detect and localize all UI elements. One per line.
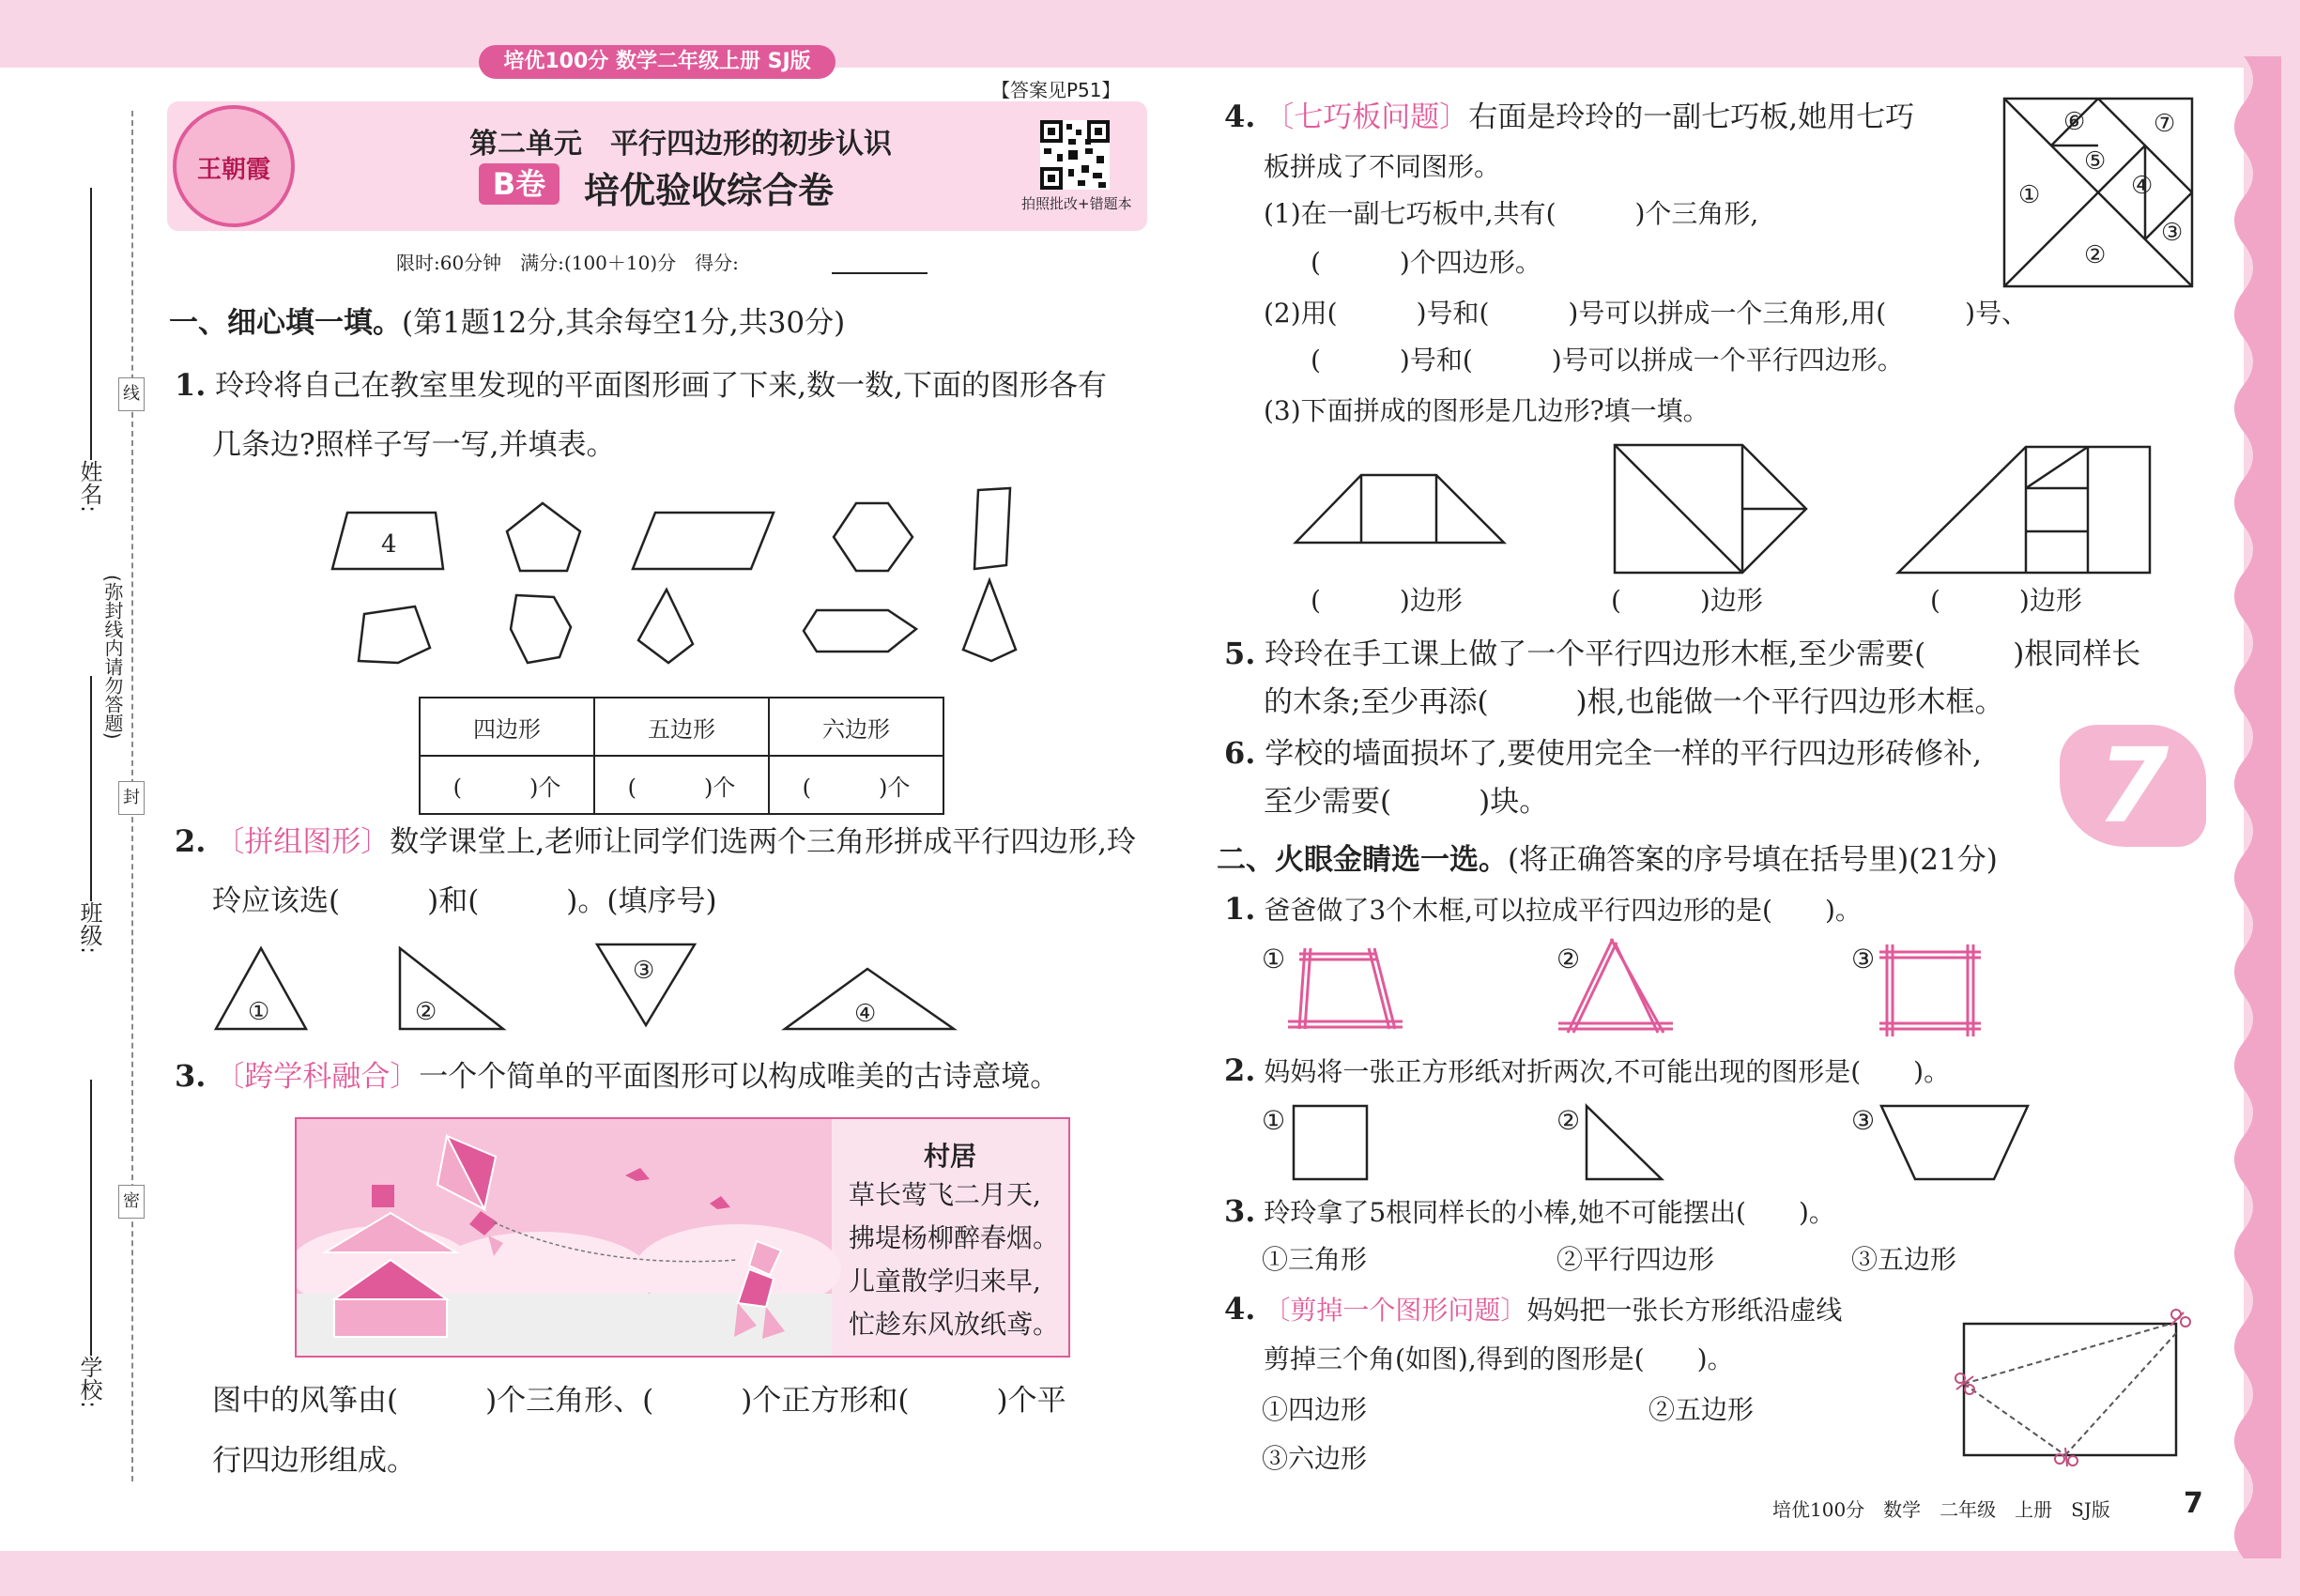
q4-sub1a[interactable]: (1)在一副七巧板中,共有( )个三角形, [1264,198,1759,229]
triangle-label: ② [415,998,437,1026]
mark-feng: 封 [118,781,145,815]
kite-scene [297,1119,832,1356]
section-2-note: (将正确答案的序号填在括号里)(21分) [1508,843,1998,877]
composed-trapezoid [1296,475,1504,543]
qr-caption: 拍照批改+错题本 [1021,195,1132,212]
c3-option[interactable]: ①三角形 [1262,1244,1368,1275]
q4-sub1b[interactable]: ( )个四边形。 [1311,247,1541,278]
page-number: 7 [2184,1487,2203,1520]
composed-shape-3 [1898,447,2150,573]
tangram-label: ⑥ [2063,108,2086,136]
score-field[interactable] [832,272,928,274]
q1-line1 [175,366,1107,405]
option-square [1294,1106,1367,1179]
big-page-number: 7 [2060,725,2206,847]
label-name: 姓名: [76,460,102,514]
wavy-edge [2225,56,2281,1558]
q2-number: 2. [175,823,207,859]
tangram-composed-shapes [1305,441,2169,582]
answer-ref: 【答案见P51】 [991,79,1121,101]
q2-text1: 数学课堂上,老师让同学们选两个三角形拼成平行四边形,玲 [390,825,1136,859]
q5-line2[interactable]: 的木条;至少再添( )根,也能做一个平行四边形木框。 [1264,685,2004,719]
q3-answer-line2: 行四边形组成。 [212,1444,416,1478]
q1-shapes [319,479,1033,685]
shape-kite [638,590,693,663]
table-header: 五边形 [594,698,769,756]
c2-number: 2. [1224,1052,1256,1088]
c1-option-label[interactable]: ① [1262,944,1286,974]
q1-table [419,697,944,815]
q4-sub2b[interactable]: ( )号和( )号可以拼成一个平行四边形。 [1311,345,1904,376]
binding-note: (弥封线内请勿答题) [101,575,124,740]
q2-line1 [175,822,1136,861]
tangram-label: ⑤ [2084,147,2107,176]
exam-info: 限时:60分钟 满分:(100＋10)分 得分: [396,252,739,274]
series-tag: 培优100分 数学二年级上册 SJ版 [479,45,836,79]
frame-square [1879,944,1981,1036]
c1-number: 1. [1224,891,1256,927]
shape-hexagon [834,503,912,571]
shape-irregular-pentagon [359,606,430,663]
q4-line1 [1224,98,1914,136]
c3-option[interactable]: ③五边形 [1851,1244,1957,1275]
tangram-label: ⑦ [2154,110,2176,138]
poem-line: 拂堤杨柳醉春烟。 [849,1222,1060,1253]
q6-line2[interactable]: 至少需要( )块。 [1264,785,1549,819]
shape-pentagon [507,503,580,571]
q5-text1: 玲玲在手工课上做了一个平行四边形木框,至少需要( )根同样长 [1265,637,2141,671]
c4-tag: 〔剪掉一个图形问题〕 [1264,1295,1527,1326]
tangram-label: ④ [2131,172,2154,200]
table-answer-cell[interactable]: ( )个 [420,756,594,814]
frame-trapezoid [1288,948,1403,1029]
table-answer-cell[interactable]: ( )个 [594,756,769,814]
q4-tag: 〔七巧板问题〕 [1265,100,1469,134]
table-header: 四边形 [420,698,594,756]
q3-line1 [175,1057,1059,1096]
c2-option-label[interactable]: ① [1262,1105,1286,1136]
q2-tag: 〔拼组图形〕 [215,825,391,859]
composed-answer[interactable]: ( )边形 [1930,585,2082,616]
c3-question[interactable] [1224,1194,1835,1230]
c4-text1: 妈妈把一张长方形纸沿虚线 [1526,1295,1843,1326]
section-1-heading [169,304,845,342]
section-2-heading [1217,841,1998,879]
poem-picture [295,1117,1070,1358]
school-line[interactable] [90,1080,92,1356]
tangram-label: ② [2084,241,2107,269]
c4-option[interactable]: ③六边形 [1262,1443,1368,1474]
shape-long-hexagon [804,610,916,652]
logo-text: 王朝霞 [196,156,270,184]
cut-paper-figure [1962,1305,2187,1474]
c4-number: 4. [1224,1291,1256,1327]
c2-question[interactable] [1224,1053,1950,1089]
option-triangle [1587,1106,1662,1179]
unit-title: 第二单元 平行四边形的初步认识 [469,128,892,161]
tangram-figure [2003,98,2193,287]
c2-shapes [1292,1104,2043,1183]
q1-number: 1. [175,367,207,403]
table-answer-cell[interactable]: ( )个 [769,756,943,814]
tangram-label: ③ [2161,219,2184,247]
c3-text: 玲玲拿了5根同样长的小棒,她不可能摆出( )。 [1264,1197,1835,1228]
c1-option-label[interactable]: ② [1556,944,1581,974]
section-1-note: (第1题12分,其余每空1分,共30分) [402,306,846,340]
c1-option-label[interactable]: ③ [1851,944,1876,974]
q4-sub2a[interactable]: (2)用( )号和( )号可以拼成一个三角形,用( )号、 [1264,298,2029,329]
paper-title: 培优验收综合卷 [584,170,835,211]
c2-option-label[interactable]: ③ [1851,1105,1876,1136]
shape-irregular-hexagon [511,595,571,663]
q2-line2: 玲应该选( )和( )。(填序号) [212,884,717,918]
c4-line1 [1224,1292,1842,1327]
footer-text: 培优100分 数学 二年级 上册 SJ版 [1772,1498,2110,1521]
triangle-label: ① [248,998,270,1026]
shape-example-number: 4 [381,530,397,559]
q4-line2: 板拼成了不同图形。 [1264,151,1501,182]
c1-question[interactable] [1224,892,1862,928]
poem-line: 忙趁东风放纸鸢。 [849,1309,1060,1340]
q1-text1: 玲玲将自己在教室里发现的平面图形画了下来,数一数,下面的图形各有 [215,369,1107,403]
tangram-label: ① [2018,181,2041,209]
section-1-title: 一、细心填一填。 [169,306,402,340]
q4-text1: 右面是玲玲的一副七巧板,她用七巧 [1468,100,1915,134]
q5-line1[interactable] [1224,635,2140,673]
poem-title: 村居 [924,1141,977,1172]
poem-line: 儿童散学归来早, [849,1266,1041,1297]
c4-option[interactable]: ②五边形 [1648,1394,1755,1425]
frame-triangle [1558,939,1673,1033]
logo [173,105,295,227]
c4-line2[interactable]: 剪掉三个角(如图),得到的图形是( )。 [1264,1343,1734,1374]
q6-line1 [1224,734,1982,773]
poem-line: 草长莺飞二月天, [849,1179,1041,1210]
triangle-label: ④ [854,1000,877,1028]
badge: B卷 [479,163,560,205]
q3-tag: 〔跨学科融合〕 [215,1060,420,1094]
section-2-title: 二、火眼金睛选一选。 [1217,843,1508,877]
q3-number: 3. [175,1058,207,1094]
q3-answer-line1[interactable]: 图中的风筝由( )个三角形、( )个正方形和( )个平 [212,1384,1066,1418]
q3-text: 一个个简单的平面图形可以构成唯美的古诗意境。 [419,1060,1060,1094]
composed-answer[interactable]: ( )边形 [1611,585,1763,616]
label-class: 班级: [76,901,102,955]
q5-number: 5. [1224,636,1256,671]
q6-number: 6. [1224,735,1256,771]
shape-parallelogram [633,513,774,569]
c3-number: 3. [1224,1193,1256,1229]
c1-text: 爸爸做了3个木框,可以拉成平行四边形的是( )。 [1264,895,1862,926]
mark-xian: 线 [118,377,145,411]
label-school: 学校: [76,1356,102,1409]
q6-text1: 学校的墙面损坏了,要使用完全一样的平行四边形砖修补, [1265,737,1982,771]
mark-mi: 密 [118,1185,145,1219]
q2-triangles [207,939,976,1042]
q1-line2: 几条边?照样子写一写,并填表。 [212,428,616,462]
c2-text: 妈妈将一张正方形纸对折两次,不可能出现的图形是( )。 [1264,1056,1951,1087]
c4-option[interactable]: ①四边形 [1262,1394,1368,1425]
q4-sub3: (3)下面拼成的图形是几边形?填一填。 [1264,395,1710,426]
c2-option-label[interactable]: ② [1556,1105,1581,1136]
class-line[interactable] [90,676,92,901]
c3-option[interactable]: ②平行四边形 [1556,1244,1715,1275]
name-line[interactable] [90,188,92,460]
q4-number: 4. [1224,99,1256,134]
option-trapezoid [1881,1106,2028,1179]
c1-frames [1286,935,2000,1048]
composed-answer[interactable]: ( )边形 [1311,585,1463,616]
table-header: 六边形 [769,698,943,756]
shape-cone [963,580,1016,661]
shape-thin-quad [974,488,1010,569]
triangle-label: ③ [633,957,655,985]
qr-code-icon[interactable] [1040,120,1110,190]
